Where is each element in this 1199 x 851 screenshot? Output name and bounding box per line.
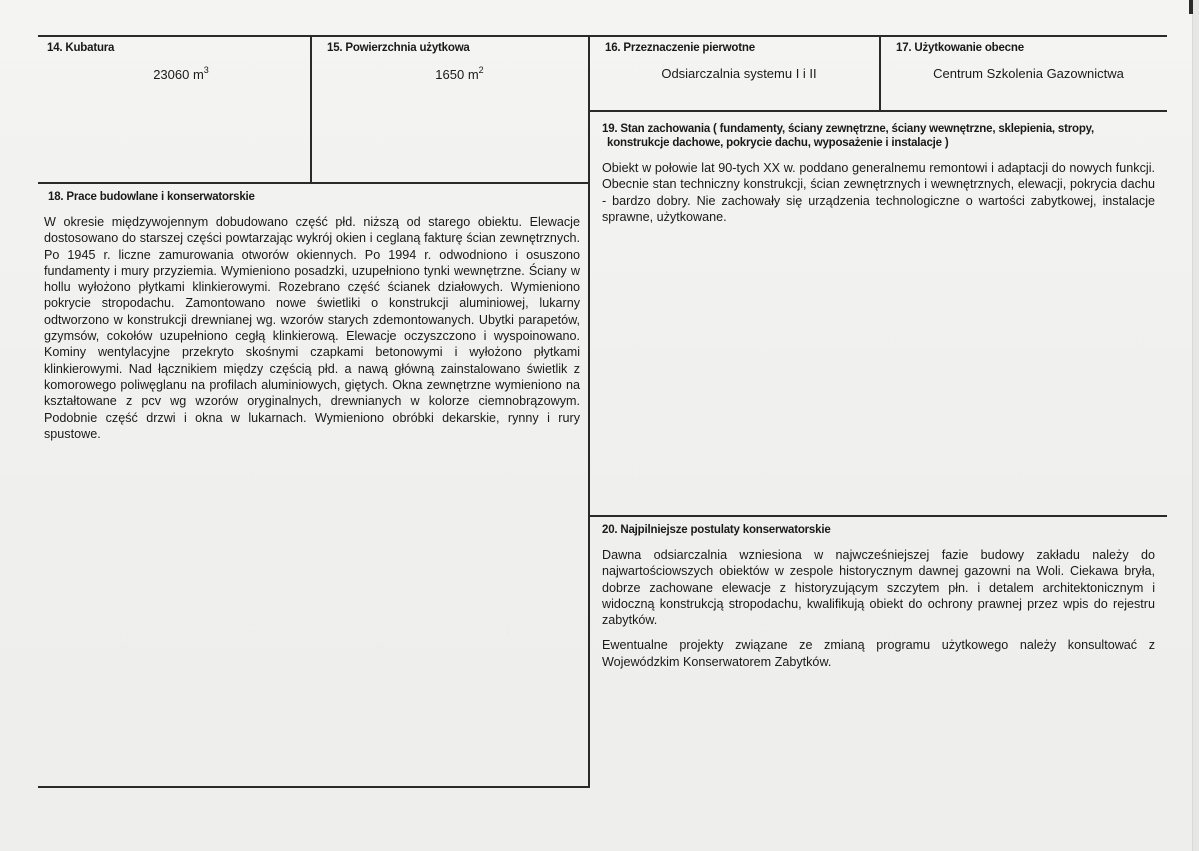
field-18-label: 18. Prace budowlane i konserwatorskie [48,191,255,203]
field-14-label: 14. Kubatura [47,42,115,54]
rule-above-20 [589,515,1167,517]
field-19-label-line1: 19. Stan zachowania ( fundamenty, ściany zewnętrzne, ściany wewnętrzne, sklepienia, stropy, [602,123,1095,135]
field-20-text-1: Dawna odsiarczalnia wzniesiona w najwcześniejszej fazie budowy zakładu należy do najwartościowszych obiektów w zespole historycznym dawnej gazowni na Woli. Ciekawa bryła, dobrze zachowane elewacje z historyzującym szczytem płn. i detalem architektonicznym i widoczną konstrukcją stropodachu, kwalifikują obiekt do ochrony prawnej przez wpis do rejestru zabytków. [602,548,1155,628]
field-20-text-2: Ewentualne projekty związane ze zmianą programu użytkowego należy konsultować z Wojewódzkim Konserwatorem Zabytków. [602,638,1155,669]
field-19-label-line2: konstrukcje dachowe, pokrycie dachu, wyposażenie i instalacje ) [607,137,949,149]
rule-under-16-17 [589,110,1167,112]
field-16-value: Odsiarczalnia systemu I i II [661,66,817,81]
field-powierzchnia [327,41,582,83]
unit-exponent: 2 [478,65,484,75]
field-17-label: 17. Użytkowanie obecne [896,42,1024,54]
field-przeznaczenie [605,41,873,82]
bottom-rule [38,786,590,788]
field-18-text: W okresie międzywojennym dobudowano część płd. niższą od starego obiektu. Elewacje dostosowano do starszej części powtarzając wykrój okien i ceglaną fakturę ścian zewnętrznych. Po 1945 r. liczne zamurowania otworów okiennych. Po 1994 r. odwodniono i osuszono fundamenty i mury przyziemia. Wymieniono posadzki, uzupełniono tynki wewnętrzne. Ściany w hollu wyłożono płytkami klinkierowymi. Rozebrano część ścianek działowych. Wymieniono pokrycie stropodachu. Zamontowano nowe świetliki o konstrukcji aluminiowej, lukarny odtworzono w konstrukcji drewnianej wg. wzorów starych zdemontowanych. Ubytki parapetów, gzymsów, cokołów uzupełniono cegłą klinkierową. Elewacje oczyszczono i wyspoinowano. Kominy wentylacyjne przekryto skośnymi czapkami betonowymi i wyłożono płytkami klinkierowymi. Nad łącznikiem między częścią płd. a nawą główną zainstalowano świetlik z komorowego poliwęglanu na profilach aluminiowych, giętych. Okna zewnętrzne wymieniono na kształtowane z pcv wg wzorów oryginalnych, drewnianych w kolorze ciemnobrązowym. Podobnie część drzwi i okna w lukarnach. Wymieniono obróbki dekarskie, rynny i rury spustowe. [44,215,580,441]
field-15-value: 1650 $m^2$ [435,65,484,82]
field-17-value: Centrum Szkolenia Gazownictwa [933,66,1124,81]
scan-edge [1192,0,1199,851]
field-20-label: 20. Najpilniejsze postulaty konserwatorskie [602,524,831,536]
top-rule [38,35,1167,37]
unit-exponent: 3 [203,65,209,75]
rule-under-14-15 [38,182,589,184]
divider-14-15 [310,35,312,184]
divider-16-17 [879,35,881,111]
field-kubatura [47,41,305,83]
field-stan-zachowania [602,122,1155,225]
field-16-label: 16. Przeznaczenie pierwotne [605,42,755,54]
field-postulaty [602,523,1155,670]
field-15-label: 15. Powierzchnia użytkowa [327,42,470,54]
field-14-value: 23060 $m^3$ [153,65,209,82]
field-prace-budowlane [44,190,580,442]
field-19-text: Obiekt w połowie lat 90-tych XX w. poddano generalnemu remontowi i adaptacji do nowych funkcji. Obecnie stan techniczny konstrukcji, ścian zewnętrznych i wewnętrznych, elewacji, pokrycia dachu - bardzo dobry. Nie zachowały się urządzenia technologiczne o wartości zabytkowej, instalacje sprawne, użytkowane. [602,161,1155,224]
divider-center [588,35,590,787]
field-uzytkowanie [896,41,1161,82]
